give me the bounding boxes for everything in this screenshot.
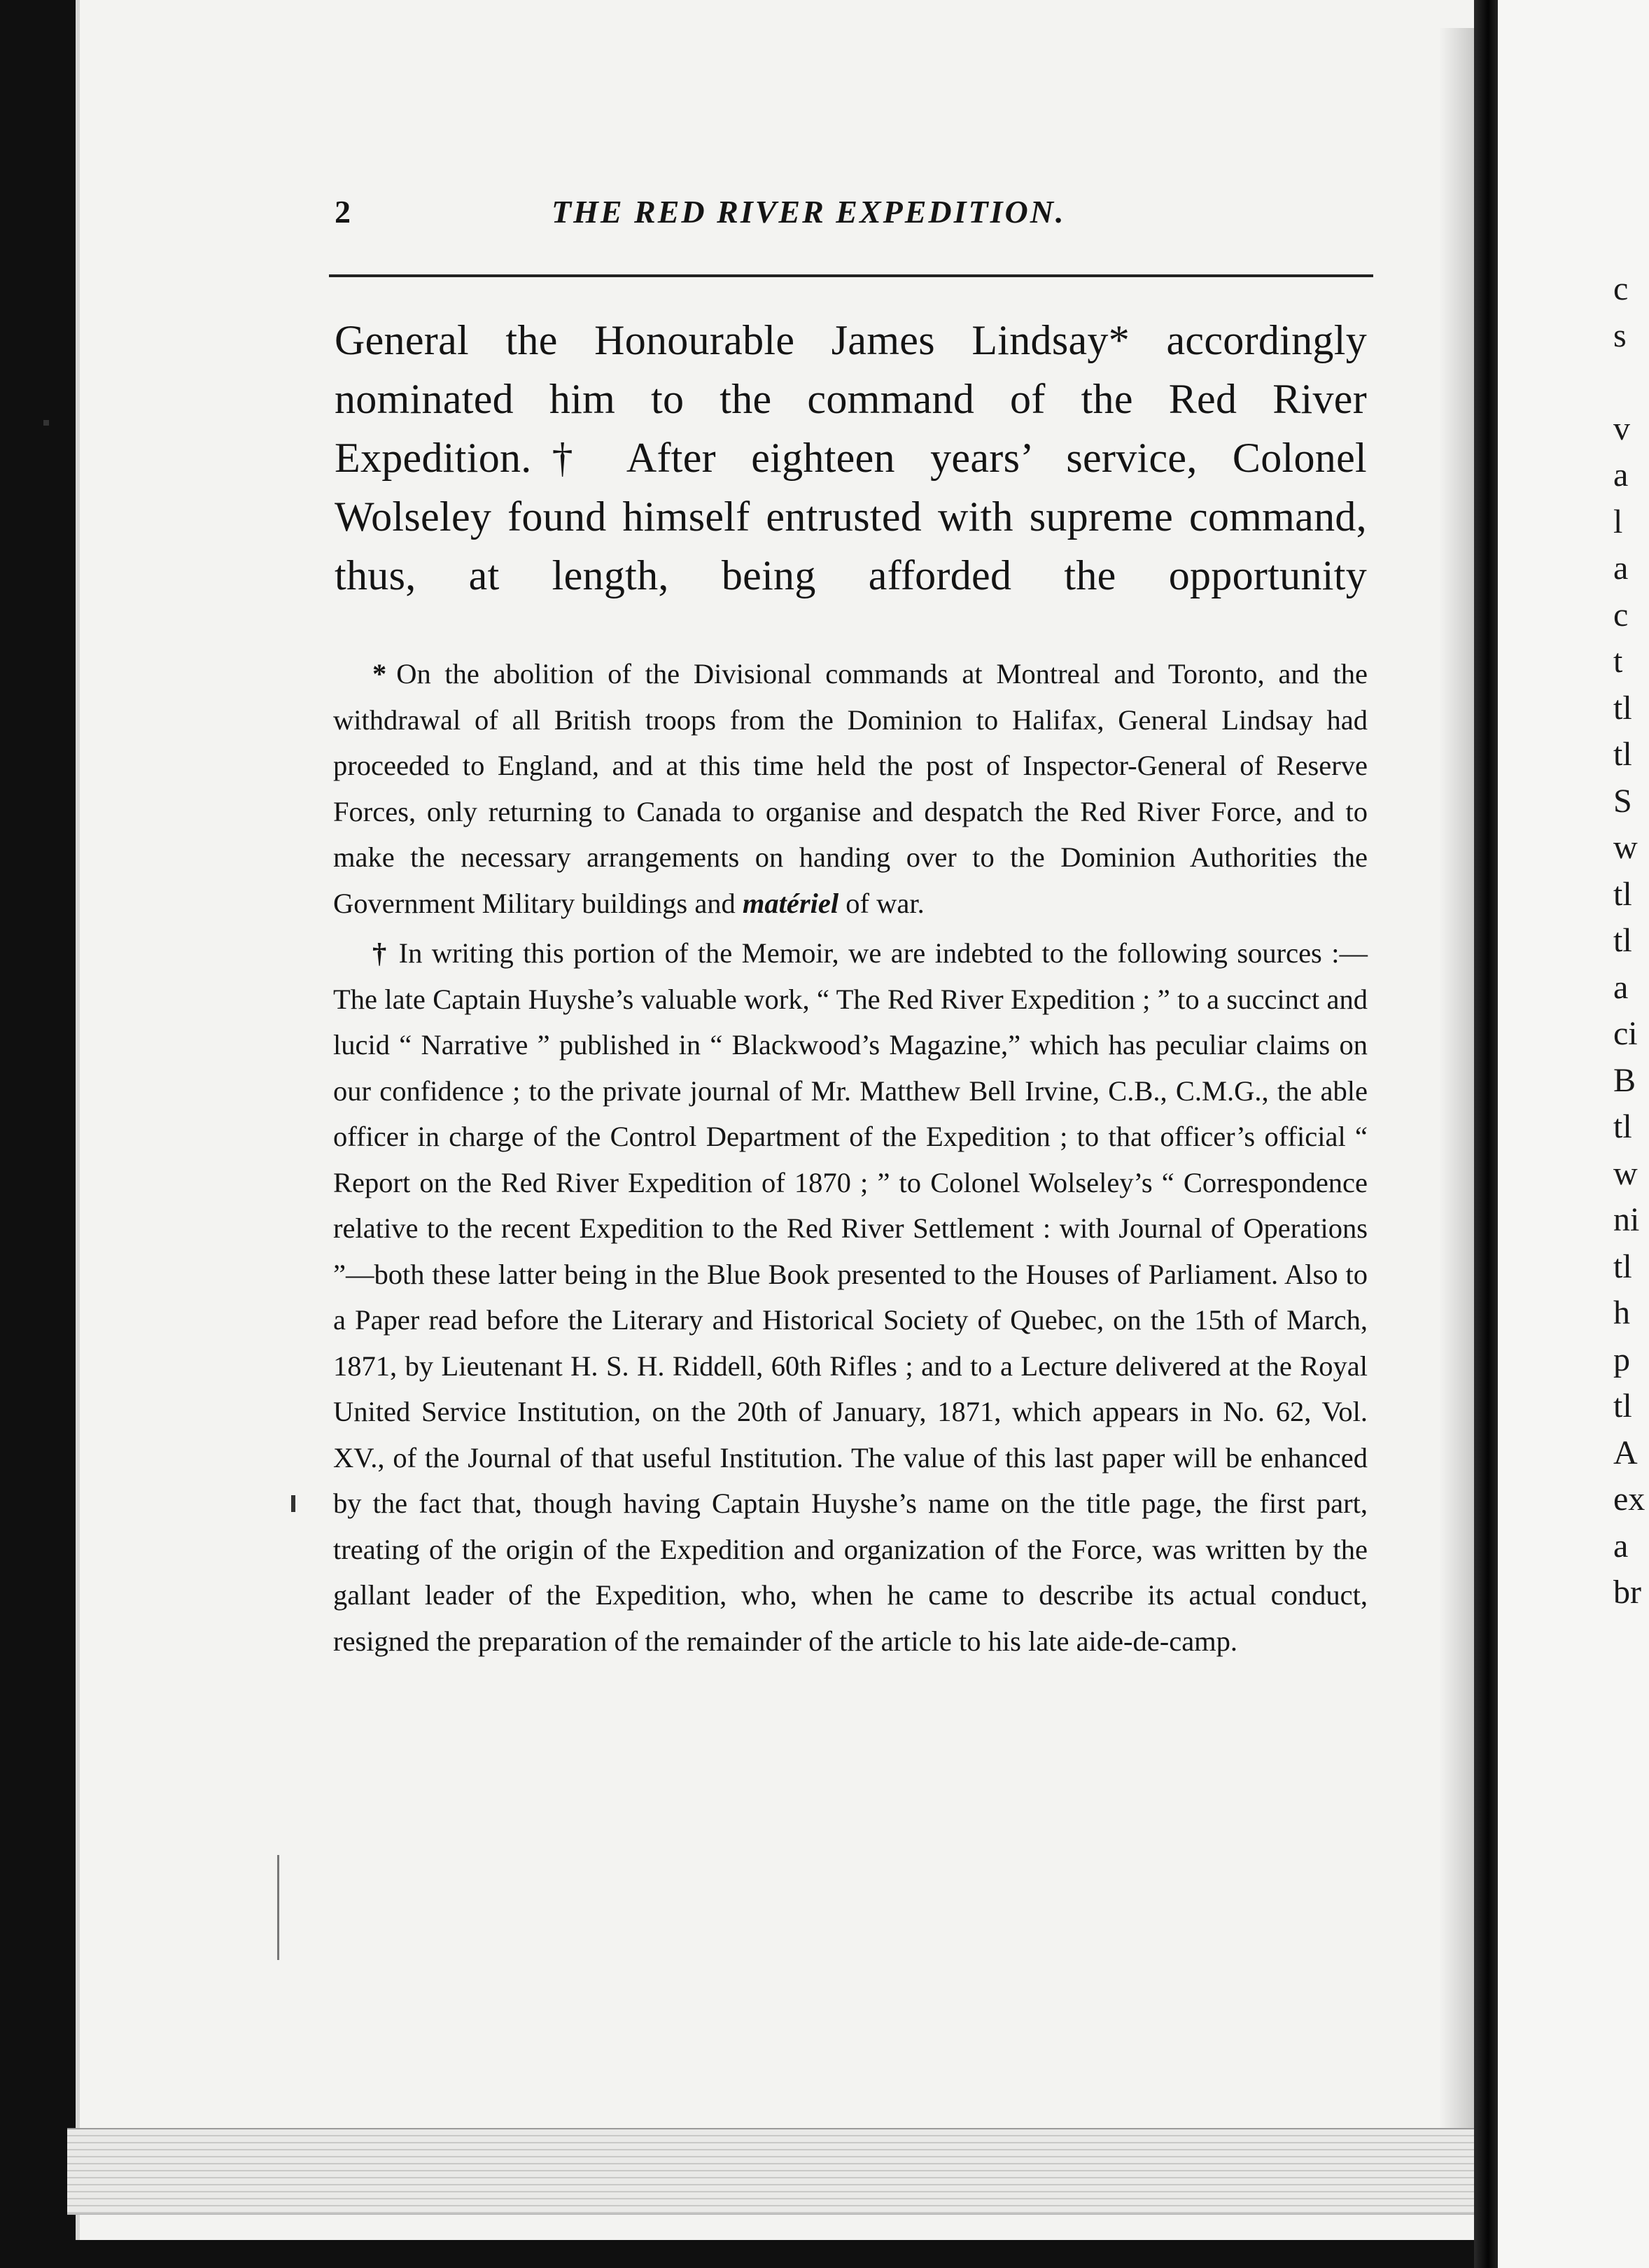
page-stack-edge bbox=[67, 2128, 1474, 2215]
facing-line-fragment: ex bbox=[1613, 1480, 1646, 1518]
facing-line-fragment: h bbox=[1613, 1294, 1630, 1331]
facing-line-fragment: t bbox=[1613, 643, 1623, 680]
footnote-dagger-marker: † bbox=[372, 937, 389, 969]
footnote-asterisk-marker: * bbox=[372, 658, 387, 690]
facing-line-fragment: a bbox=[1613, 550, 1629, 587]
gutter-shadow bbox=[1439, 28, 1475, 2128]
facing-line-fragment: tl bbox=[1613, 736, 1632, 773]
facing-line-fragment: B bbox=[1613, 1061, 1636, 1099]
facing-line-fragment: tl bbox=[1613, 1108, 1632, 1145]
footnote-lindsay-text: On the abolition of the Divisional commands at Montreal and Toronto, and the withdrawal of all British troops from the Dominion to Halifax, General Lindsay had proceeded to England, and at this time held the post of Inspector-General of Reserve Forces, only returning to Canada to organise and despatch the Red River Force, and to make the necessary arrangements on handing over to the Dominion Authorities the Government Military buildings and bbox=[333, 658, 1368, 919]
facing-line-fragment: A bbox=[1613, 1434, 1638, 1471]
facing-page bbox=[1498, 0, 1649, 2268]
facing-line-fragment: l bbox=[1613, 503, 1623, 540]
facing-line-fragment: w bbox=[1613, 1154, 1638, 1192]
facing-line-fragment: a bbox=[1613, 456, 1629, 493]
page-number: 2 bbox=[335, 194, 351, 230]
footnote-emphasis-materiel: matériel bbox=[742, 887, 839, 919]
footnotes bbox=[333, 651, 1368, 1664]
scan-speck bbox=[291, 1495, 295, 1512]
facing-line-fragment: br bbox=[1613, 1574, 1641, 1611]
facing-line-fragment: tl bbox=[1613, 1247, 1632, 1285]
header-rule bbox=[329, 274, 1373, 277]
facing-line-fragment: c bbox=[1613, 270, 1629, 307]
facing-line-fragment: w bbox=[1613, 829, 1638, 866]
facing-line-fragment: S bbox=[1613, 782, 1632, 820]
margin-line-mark bbox=[277, 1855, 279, 1960]
running-head bbox=[335, 193, 1377, 235]
running-title: THE RED RIVER EXPEDITION. bbox=[552, 194, 1066, 230]
footnote-lindsay bbox=[333, 651, 1368, 926]
facing-line-fragment: tl bbox=[1613, 689, 1632, 727]
facing-line-fragment: ni bbox=[1613, 1201, 1640, 1238]
facing-line-fragment: v bbox=[1613, 410, 1630, 447]
facing-line-fragment: ci bbox=[1613, 1015, 1638, 1052]
facing-page-line-fragments bbox=[1613, 266, 1649, 1616]
facing-line-fragment: a bbox=[1613, 968, 1629, 1006]
facing-line-fragment: s bbox=[1613, 316, 1627, 354]
facing-line-fragment: p bbox=[1613, 1340, 1630, 1378]
facing-line-fragment: tl bbox=[1613, 1387, 1632, 1424]
footnote-lindsay-text-end: of war. bbox=[845, 887, 925, 919]
book-gutter bbox=[1474, 0, 1498, 2268]
facing-line-fragment: a bbox=[1613, 1527, 1629, 1564]
facing-line-fragment: tl bbox=[1613, 922, 1632, 959]
facing-line-fragment: tl bbox=[1613, 875, 1632, 913]
body-paragraph: General the Honourable James Lindsay* accordingly nominated him to the command of the Red River Expedition.† After eighteen years’ service, Colonel Wolseley found himself entrusted with supreme command, thus, at length, being afforded the opportunity bbox=[335, 317, 1367, 598]
footnote-sources bbox=[333, 930, 1368, 1664]
facing-line-fragment bbox=[1613, 359, 1649, 406]
scan-speck bbox=[43, 420, 49, 426]
footnote-sources-text: In writing this portion of the Memoir, we are indebted to the following sources :—The late Captain Huyshe’s valuable work, “ The Red River Expedition ; ” to a succinct and lucid “ Narrative ” published in “ Blackwood’s Magazine,” which has peculiar claims on our confidence ; to the private journal of Mr. Matthew Bell Irvine, C.B., C.M.G., the able officer in charge of the Control Department of the Expedition ; to that officer’s official “ Report on the Red River Expedition of 1870 ; ” to Colonel Wolseley’s “ Correspondence relative to the recent Expedition to the Red River Settlement : with Journal of Operations ”—both these latter being in the Blue Book presented to the Houses of Parliament. Also to a Paper read before the Literary and Historical Society of Quebec, on the 15th of March, 1871, by Lieutenant H. S. H. Riddell, 60th Rifles ; and to a Lecture delivered at the Royal United Service Institution, on the 20th of January, 1871, which appears in No. 62, Vol. XV., of the Journal of that useful Institution. The value of this last paper will be enhanced by the fact that, though having Captain Huyshe’s name on the title page, the first part, treating of the origin of the Expedition and organization of the Force, was written by the gallant leader of the Expedition, who, when he came to describe its actual conduct, resigned the preparation of the remainder of the article to his late aide-de-camp. bbox=[333, 937, 1368, 1657]
facing-line-fragment: c bbox=[1613, 596, 1629, 634]
